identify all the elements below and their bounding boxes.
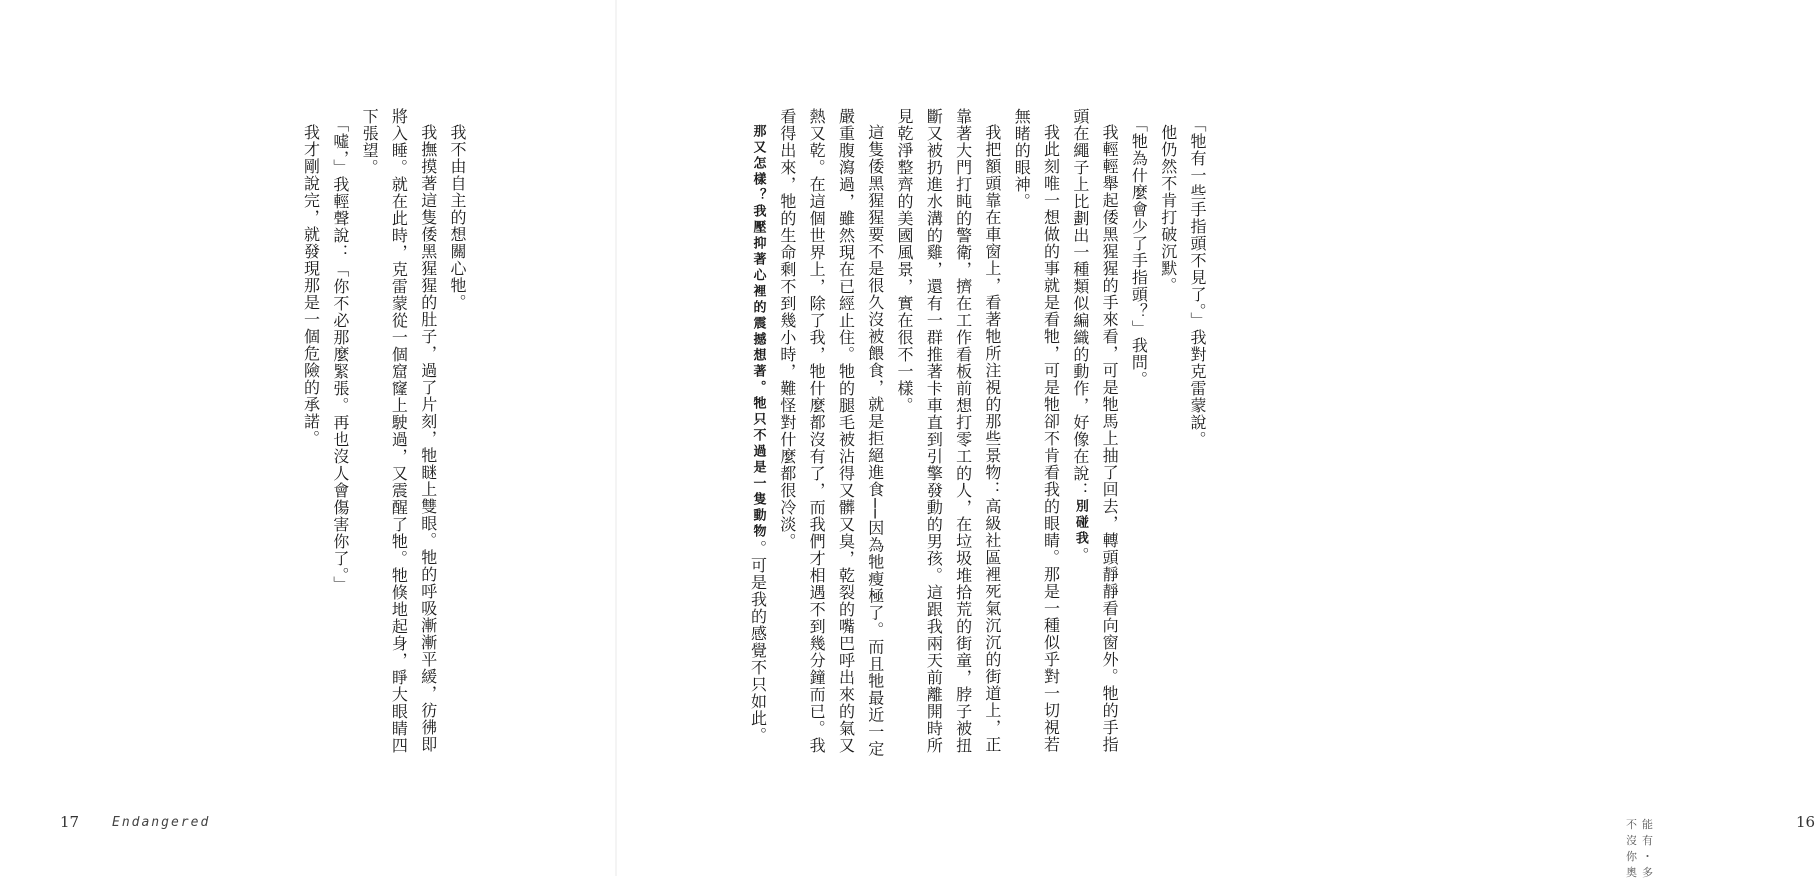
right-page <box>616 0 1815 879</box>
page-number: 17 <box>60 813 80 831</box>
left-page-text <box>296 108 472 768</box>
paragraph: 我把額頭靠在車窗上，看著牠所注視的那些景物：高級社區裡死氣沉沉的街道上，正靠著大門打盹的警衛，擠在工作看板前想打零工的人，在垃圾堆拾荒的街童，脖子被扭斷又被扔進水溝的雞，還有一群推著卡車直到引擎發動的男孩。這跟我兩天前離開時所見乾淨整齊的美國風景，實在很不一樣。 <box>895 108 1002 754</box>
emphasis-text: 別碰我 <box>1072 499 1088 547</box>
left-page <box>0 0 616 876</box>
right-page-text <box>743 108 1212 768</box>
emphasis-text: 牠只不過是一隻動物 <box>750 396 766 540</box>
paragraph <box>743 108 772 768</box>
paragraph: 這隻倭黑猩猩要不是很久沒被餵食，就是拒絕進食──因為牠瘦極了。而且牠最近一定嚴重腹瀉過，雖然現在已經止住。牠的腿毛被沾得又髒又臭，乾裂的嘴巴呼出來的氣又熱又乾。在這個世界上，除了我，牠什麼都沒有了，而我們才相遇不到幾分鐘而已。我看得出來，牠的生命剩不到幾小時，難怪對什麼都很冷淡。 <box>777 108 885 758</box>
paragraph <box>1066 108 1125 768</box>
paragraph-text: 我輕輕舉起倭黑猩猩的手來看，可是牠馬上抽了回去，轉頭靜靜看向窗外。牠的手指頭在繩子上比劃出一種類似編織的動作，好像在說： <box>1070 108 1120 753</box>
paragraph: 「牠為什麼會少了手指頭？」我問。 <box>1129 116 1149 388</box>
paragraph: 我撫摸著這隻倭黑猩猩的肚子，過了片刻，牠瞇上雙眼。牠的呼吸漸漸平緩，彷彿即將入睡。就在此時，克雷蒙從一個窟窿上駛過，又震醒了牠。牠倏地起身，睜大眼睛四下張望。 <box>360 108 438 754</box>
paragraph-tail: 。可是我的感覺不只如此。 <box>748 540 768 744</box>
running-title: 不能沒有你・奧多 <box>1626 818 1658 879</box>
paragraph-tail: 。 <box>1070 547 1090 564</box>
paragraph: 我此刻唯一想做的事就是看牠，可是牠卻不肯看我的眼睛。那是一種似乎對一切視若無睹的眼神。 <box>1012 108 1061 753</box>
paragraph: 「噓，」我輕聲說：「你不必那麼緊張。再也沒人會傷害你了。」 <box>330 116 350 593</box>
paragraph: 「牠有一些手指頭不見了。」我對克雷蒙說。 <box>1188 116 1207 448</box>
paragraph: 我不由自主的想關心牠。 <box>448 124 467 311</box>
paragraph: 他仍然不肯打破沉默。 <box>1158 124 1178 294</box>
paragraph: 我才剛說完，就發現那是一個危險的承諾。 <box>301 124 321 447</box>
running-title: Endangered <box>112 815 211 830</box>
page-number: 16 <box>1796 813 1815 831</box>
paragraph-text: 那又怎樣？我壓抑著心裡的震撼想著。 <box>750 124 766 396</box>
